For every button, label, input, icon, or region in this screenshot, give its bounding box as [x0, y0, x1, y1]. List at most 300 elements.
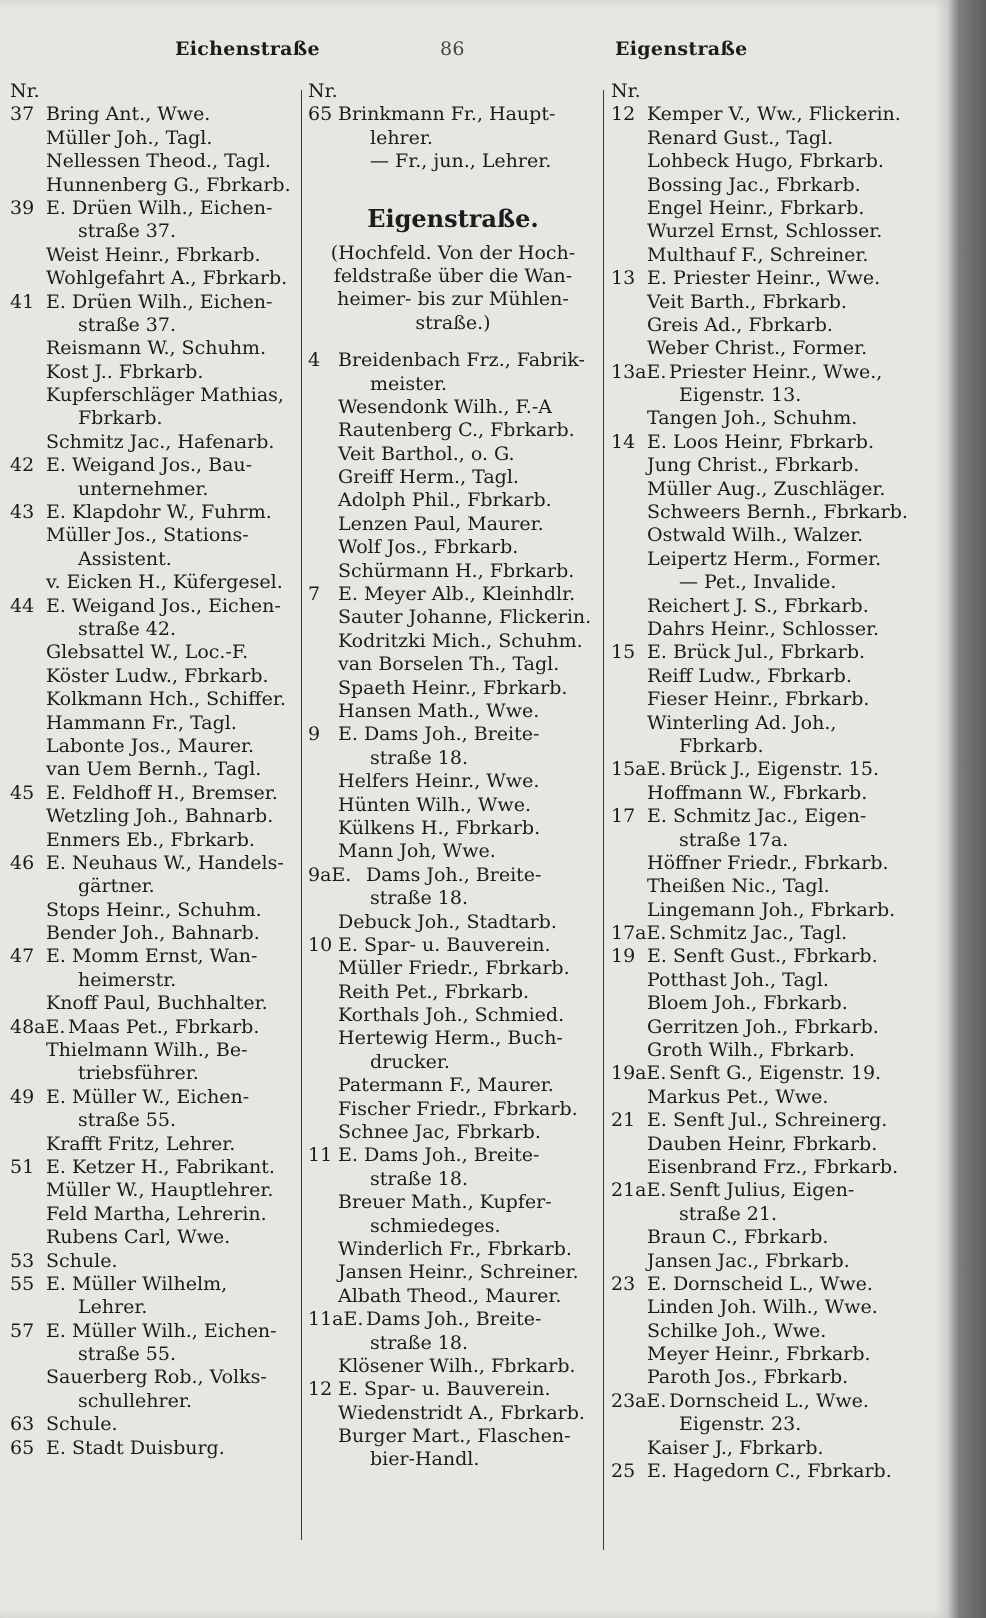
resident-entry: schmiedeges.	[370, 1214, 501, 1237]
house-number: 63	[10, 1413, 35, 1436]
entry-line	[308, 981, 598, 1004]
resident-entry: E. Klapdohr W., Fuhrm.	[46, 501, 272, 524]
entry-line	[308, 1378, 598, 1401]
entry-line	[611, 1156, 941, 1179]
entry-line	[10, 524, 292, 547]
entry-line	[308, 489, 598, 512]
resident-entry: bier-Handl.	[370, 1448, 480, 1471]
column-right	[611, 80, 941, 1483]
entry-line	[611, 174, 941, 197]
resident-entry: E. Weigand Jos., Eichen-	[46, 594, 281, 617]
entry-line	[308, 1332, 598, 1355]
resident-entry: Greiff Herm., Tagl.	[338, 466, 519, 489]
entry-line	[611, 1413, 941, 1436]
entry-line	[10, 314, 292, 337]
resident-entry: Theißen Nic., Tagl.	[647, 875, 830, 898]
house-number: 37	[10, 103, 35, 126]
resident-entry: Multhauf F., Schreiner.	[647, 243, 869, 266]
page-edge	[948, 0, 986, 1618]
resident-entry: E. Senft Gust., Fbrkarb.	[647, 945, 878, 968]
resident-entry: E. Dams Joh., Breite-	[338, 723, 540, 746]
street-description-line: (Hochfeld. Von der Hoch-	[330, 241, 576, 264]
resident-entry: Külkens H., Fbrkarb.	[338, 816, 541, 839]
resident-entry: Sauter Johanne, Flickerin.	[338, 606, 592, 629]
resident-entry: Kost J.. Fbrkarb.	[46, 360, 204, 383]
entry-line	[308, 443, 598, 466]
resident-entry: Senft Julius, Eigen-	[669, 1179, 855, 1202]
house-number: 10	[308, 933, 333, 956]
entry-line	[10, 758, 292, 781]
resident-entry: Labonte Jos., Maurer.	[46, 734, 255, 757]
entry-line	[611, 244, 941, 267]
entry-line	[611, 1086, 941, 1109]
entry-line	[308, 864, 598, 887]
resident-entry: Müller Jos., Stations-	[46, 524, 249, 547]
house-number: 11aE.	[308, 1308, 364, 1331]
entry-line	[308, 957, 598, 980]
resident-entry: Korthals Joh., Schmied.	[338, 1004, 565, 1027]
resident-entry: Adolph Phil., Fbrkarb.	[338, 489, 552, 512]
entry-line	[611, 548, 941, 571]
resident-entry: Meyer Heinr., Fbrkarb.	[647, 1343, 871, 1366]
resident-entry: Fbrkarb.	[78, 407, 163, 430]
resident-entry: Enmers Eb., Fbrkarb.	[46, 828, 255, 851]
resident-entry: E. Spar- u. Bauverein.	[338, 1378, 551, 1401]
resident-entry: Schule.	[46, 1249, 118, 1272]
resident-entry: Sauerberg Rob., Volks-	[46, 1366, 267, 1389]
column-middle	[308, 80, 598, 1472]
entry-line	[10, 431, 292, 454]
entry-line	[10, 1039, 292, 1062]
entry-line	[10, 1413, 292, 1436]
entry-line	[10, 571, 292, 594]
entry-line	[308, 103, 598, 126]
entry-line	[611, 1109, 941, 1132]
resident-entry: Burger Mart., Flaschen-	[338, 1425, 571, 1448]
page-number: 86	[440, 38, 465, 60]
entry-line	[611, 945, 941, 968]
entry-line	[611, 1062, 941, 1085]
house-number: 23	[611, 1272, 636, 1295]
resident-entry: Jansen Heinr., Schreiner.	[338, 1261, 579, 1284]
entry-line	[10, 384, 292, 407]
entry-line	[611, 103, 941, 126]
entry-line	[611, 501, 941, 524]
entry-line	[611, 688, 941, 711]
resident-entry: Eigenstr. 23.	[679, 1413, 802, 1436]
house-number: Nr.	[611, 80, 641, 102]
resident-entry: Krafft Fritz, Lehrer.	[46, 1132, 236, 1155]
entry-line	[611, 782, 941, 805]
resident-entry: unternehmer.	[78, 477, 209, 500]
house-number: 13aE.	[611, 360, 667, 383]
resident-entry: Rautenberg C., Fbrkarb.	[338, 419, 575, 442]
entry-line	[308, 1238, 598, 1261]
entry-line	[10, 1437, 292, 1460]
resident-entry: Renard Gust., Tagl.	[647, 126, 834, 149]
resident-entry: Hunnenberg G., Fbrkarb.	[46, 173, 291, 196]
resident-entry: Müller Joh., Tagl.	[46, 126, 213, 149]
resident-entry: Markus Pet., Wwe.	[647, 1085, 829, 1108]
resident-entry: Wohlgefahrt A., Fbrkarb.	[46, 267, 288, 290]
resident-entry: E. Neuhaus W., Handels-	[46, 851, 284, 874]
entry-line	[10, 1109, 292, 1132]
entry-line	[10, 688, 292, 711]
resident-entry: Rubens Carl, Wwe.	[46, 1226, 231, 1249]
resident-entry: Helfers Heinr., Wwe.	[338, 770, 540, 793]
entry-line	[10, 1086, 292, 1109]
entry-line	[308, 840, 598, 863]
resident-entry: Fischer Friedr., Fbrkarb.	[338, 1097, 578, 1120]
entry-line	[611, 267, 941, 290]
resident-entry: Dornscheid L., Wwe.	[669, 1389, 869, 1412]
entry-line	[10, 782, 292, 805]
resident-entry: Reichert J. S., Fbrkarb.	[647, 594, 869, 617]
resident-entry: straße 18.	[370, 1167, 468, 1190]
resident-entry: E. Hagedorn C., Fbrkarb.	[647, 1460, 892, 1483]
entry-line	[10, 922, 292, 945]
resident-entry: Dams Joh., Breite-	[366, 863, 542, 886]
entry-line	[10, 1296, 292, 1319]
resident-entry: Brück J., Eigenstr. 15.	[669, 758, 880, 781]
resident-entry: Wiedenstridt A., Fbrkarb.	[338, 1401, 585, 1424]
resident-entry: Fieser Heinr., Fbrkarb.	[647, 688, 870, 711]
street-description-line: straße.)	[415, 311, 491, 334]
resident-entry: E. Loos Heinr, Fbrkarb.	[647, 430, 874, 453]
house-number: 14	[611, 430, 636, 453]
entry-line	[308, 1051, 598, 1074]
resident-entry: Knoff Paul, Buchhalter.	[46, 992, 268, 1015]
resident-entry: straße 42.	[78, 617, 176, 640]
street-description-line: feldstraße über die Wan-	[333, 264, 573, 287]
resident-entry: Brinkmann Fr., Haupt-	[338, 103, 556, 126]
entry-line	[10, 80, 292, 103]
house-number: 12	[308, 1378, 333, 1401]
resident-entry: Potthast Joh., Tagl.	[647, 968, 829, 991]
entry-line	[611, 1296, 941, 1319]
house-number: 45	[10, 781, 35, 804]
resident-entry: E. Müller W., Eichen-	[46, 1085, 250, 1108]
house-number: Nr.	[308, 80, 338, 102]
entry-line	[611, 1250, 941, 1273]
entry-line	[611, 80, 941, 103]
resident-entry: Mann Joh, Wwe.	[338, 840, 496, 863]
entry-line	[308, 747, 598, 770]
house-number: 44	[10, 594, 35, 617]
entry-line	[308, 1308, 598, 1331]
resident-entry: E. Momm Ernst, Wan-	[46, 945, 258, 968]
column-left	[10, 80, 292, 1460]
entry-line	[611, 384, 941, 407]
resident-entry: Kolkmann Hch., Schiffer.	[46, 688, 286, 711]
resident-entry: lehrer.	[370, 126, 433, 149]
resident-entry: Schule.	[46, 1413, 118, 1436]
running-head-left: Eichenstraße	[175, 38, 320, 60]
entry-line	[10, 127, 292, 150]
entry-line	[611, 220, 941, 243]
resident-entry: van Borselen Th., Tagl.	[338, 653, 560, 676]
house-number: 11	[308, 1144, 333, 1167]
entry-line	[10, 1062, 292, 1085]
house-number: 21	[611, 1109, 636, 1132]
entry-line	[611, 899, 941, 922]
entry-line	[10, 945, 292, 968]
entry-line	[611, 431, 941, 454]
resident-entry: E. Dams Joh., Breite-	[338, 1144, 540, 1167]
column-divider	[301, 90, 302, 1540]
resident-entry: Senft G., Eigenstr. 19.	[669, 1062, 882, 1085]
resident-entry: Hammann Fr., Tagl.	[46, 711, 237, 734]
house-number: 19aE.	[611, 1062, 667, 1085]
entry-line	[308, 653, 598, 676]
resident-entry: Jung Christ., Fbrkarb.	[647, 454, 860, 477]
house-number: 65	[308, 103, 333, 126]
entry-line	[611, 524, 941, 547]
resident-entry: E. Drüen Wilh., Eichen-	[46, 290, 273, 313]
entry-line	[308, 817, 598, 840]
entry-line	[308, 1355, 598, 1378]
entry-line	[10, 1250, 292, 1273]
house-number: 21aE.	[611, 1179, 667, 1202]
resident-entry: Nellessen Theod., Tagl.	[46, 150, 271, 173]
resident-entry: Breuer Math., Kupfer-	[338, 1191, 552, 1214]
entry-line	[308, 1402, 598, 1425]
entry-line	[611, 407, 941, 430]
entry-line	[611, 1390, 941, 1413]
entry-line	[308, 630, 598, 653]
entry-line	[308, 1425, 598, 1448]
running-head-right: Eigenstraße	[615, 38, 748, 60]
entry-line	[611, 361, 941, 384]
resident-entry: straße 17a.	[679, 828, 789, 851]
entry-line	[611, 197, 941, 220]
entry-line	[10, 1320, 292, 1343]
house-number: 4	[308, 349, 321, 372]
resident-entry: Lohbeck Hugo, Fbrkarb.	[647, 150, 884, 173]
house-number: 49	[10, 1085, 35, 1108]
resident-entry: Köster Ludw., Fbrkarb.	[46, 664, 269, 687]
entry-line	[10, 174, 292, 197]
entry-line	[308, 1121, 598, 1144]
house-number: 42	[10, 454, 35, 477]
entry-line	[10, 501, 292, 524]
entry-line	[10, 992, 292, 1015]
entry-line	[611, 829, 941, 852]
entry-line	[611, 1320, 941, 1343]
resident-entry: Wurzel Ernst, Schlosser.	[647, 220, 883, 243]
resident-entry: Kodritzki Mich., Schuhm.	[338, 629, 583, 652]
entry-line	[308, 1074, 598, 1097]
resident-entry: Schmitz Jac., Hafenarb.	[46, 430, 275, 453]
entry-line	[10, 805, 292, 828]
entry-line	[308, 419, 598, 442]
resident-entry: Tangen Joh., Schuhm.	[647, 407, 858, 430]
entry-line	[611, 1133, 941, 1156]
entry-line	[611, 1460, 941, 1483]
resident-entry: E. Meyer Alb., Kleinhdlr.	[338, 583, 576, 606]
house-number: 9aE.	[308, 863, 352, 886]
resident-entry: Paroth Jos., Fbrkarb.	[647, 1366, 849, 1389]
entry-line	[308, 1168, 598, 1191]
resident-entry: Bring Ant., Wwe.	[46, 103, 211, 126]
resident-entry: Lenzen Paul, Maurer.	[338, 512, 544, 535]
house-number: 9	[308, 723, 321, 746]
resident-entry: Müller W., Hauptlehrer.	[46, 1179, 274, 1202]
entry-line	[10, 197, 292, 220]
entry-line	[10, 244, 292, 267]
entry-line	[308, 1098, 598, 1121]
entry-line	[308, 373, 598, 396]
entry-line	[611, 852, 941, 875]
resident-entry: Weist Heinr., Fbrkarb.	[46, 243, 261, 266]
resident-entry: van Uem Bernh., Tagl.	[46, 758, 262, 781]
resident-entry: heimerstr.	[78, 968, 177, 991]
entry-line	[611, 922, 941, 945]
house-number: 55	[10, 1272, 35, 1295]
entry-line	[611, 1366, 941, 1389]
entry-line	[611, 337, 941, 360]
entry-line	[611, 1039, 941, 1062]
resident-entry: meister.	[370, 372, 448, 395]
entry-line	[611, 758, 941, 781]
resident-entry: Schmitz Jac., Tagl.	[669, 922, 848, 945]
resident-entry: Fbrkarb.	[679, 734, 764, 757]
entry-line	[10, 361, 292, 384]
entry-line	[308, 606, 598, 629]
resident-entry: gärtner.	[78, 875, 155, 898]
resident-entry: E. Senft Jul., Schreinerg.	[647, 1109, 888, 1132]
entry-line	[611, 1343, 941, 1366]
resident-entry: Winterling Ad. Joh.,	[647, 711, 837, 734]
entry-line	[308, 127, 598, 150]
resident-entry: Schnee Jac, Fbrkarb.	[338, 1121, 541, 1144]
entry-line	[308, 1285, 598, 1308]
resident-entry: v. Eicken H., Küfergesel.	[46, 571, 283, 594]
entry-line	[10, 852, 292, 875]
entry-line	[10, 712, 292, 735]
entry-line	[611, 127, 941, 150]
entry-line	[10, 454, 292, 477]
entry-line	[10, 1226, 292, 1249]
entry-line	[611, 641, 941, 664]
entry-line	[308, 1261, 598, 1284]
resident-entry: Bossing Jac., Fbrkarb.	[647, 173, 861, 196]
entry-line	[611, 805, 941, 828]
resident-entry: straße 18.	[370, 887, 468, 910]
entry-line	[611, 478, 941, 501]
house-number: 13	[611, 267, 636, 290]
entry-line	[308, 150, 598, 173]
entry-line	[10, 1203, 292, 1226]
resident-entry: Debuck Joh., Stadtarb.	[338, 910, 557, 933]
entry-line	[10, 407, 292, 430]
entry-line	[10, 1133, 292, 1156]
entry-line	[308, 770, 598, 793]
resident-entry: Veit Barthol., o. G.	[338, 442, 515, 465]
entry-line	[10, 665, 292, 688]
entry-line	[611, 1203, 941, 1226]
entry-line	[308, 794, 598, 817]
resident-entry: Reiff Ludw., Fbrkarb.	[647, 664, 852, 687]
resident-entry: E. Brück Jul., Fbrkarb.	[647, 641, 866, 664]
entry-line	[611, 969, 941, 992]
entry-line	[611, 1179, 941, 1202]
street-heading: Eigenstraße.	[367, 203, 539, 233]
resident-entry: E. Müller Wilh., Eichen-	[46, 1319, 277, 1342]
entry-line	[611, 665, 941, 688]
resident-entry: Lehrer.	[78, 1296, 148, 1319]
resident-entry: Engel Heinr., Fbrkarb.	[647, 196, 865, 219]
resident-entry: Kupferschläger Mathias,	[46, 384, 284, 407]
resident-entry: Gerritzen Joh., Fbrkarb.	[647, 1015, 879, 1038]
entry-line	[10, 267, 292, 290]
resident-entry: Albath Theod., Maurer.	[338, 1284, 562, 1307]
house-number: 48aE.	[10, 1015, 66, 1038]
entry-line	[611, 1016, 941, 1039]
resident-entry: Hünten Wilh., Wwe.	[338, 793, 531, 816]
resident-entry: Greis Ad., Fbrkarb.	[647, 313, 833, 336]
entry-line	[10, 735, 292, 758]
entry-line	[308, 583, 598, 606]
entry-line	[611, 875, 941, 898]
house-number: 47	[10, 945, 35, 968]
entry-line	[10, 337, 292, 360]
resident-entry: Linden Joh. Wilh., Wwe.	[647, 1296, 878, 1319]
resident-entry: Dams Joh., Breite-	[366, 1308, 542, 1331]
entry-line	[10, 641, 292, 664]
resident-entry: Thielmann Wilh., Be-	[46, 1039, 248, 1062]
column-divider	[603, 90, 604, 1550]
resident-entry: Lingemann Joh., Fbrkarb.	[647, 898, 896, 921]
resident-entry: E. Priester Heinr., Wwe.	[647, 267, 881, 290]
house-number: 46	[10, 851, 35, 874]
resident-entry: straße 55.	[78, 1343, 176, 1366]
resident-entry: Spaeth Heinr., Fbrkarb.	[338, 676, 568, 699]
resident-entry: Hansen Math., Wwe.	[338, 699, 540, 722]
resident-entry: straße 37.	[78, 220, 176, 243]
resident-entry: E. Spar- u. Bauverein.	[338, 933, 551, 956]
entry-line	[10, 220, 292, 243]
resident-entry: E. Schmitz Jac., Eigen-	[647, 805, 867, 828]
resident-entry: Assistent.	[78, 547, 172, 570]
street-description	[308, 242, 598, 336]
entry-line	[308, 1004, 598, 1027]
resident-entry: Glebsattel W., Loc.-F.	[46, 641, 249, 664]
entry-line	[10, 1343, 292, 1366]
entry-line	[10, 1016, 292, 1039]
house-number: 51	[10, 1155, 35, 1178]
house-number: 17aE.	[611, 922, 667, 945]
entry-line	[10, 618, 292, 641]
entry-line	[10, 1273, 292, 1296]
resident-entry: Leipertz Herm., Former.	[647, 547, 882, 570]
resident-entry: E. Weigand Jos., Bau-	[46, 454, 253, 477]
resident-entry: Veit Barth., Fbrkarb.	[647, 290, 847, 313]
resident-entry: Breidenbach Frz., Fabrik-	[338, 349, 585, 372]
resident-entry: Jansen Jac., Fbrkarb.	[647, 1249, 850, 1272]
resident-entry: Schweers Bernh., Fbrkarb.	[647, 501, 908, 524]
street-description-line: heimer- bis zur Mühlen-	[337, 288, 569, 311]
resident-entry: Höffner Friedr., Fbrkarb.	[647, 851, 889, 874]
resident-entry: E. Drüen Wilh., Eichen-	[46, 196, 273, 219]
resident-entry: Wolf Jos., Fbrkarb.	[338, 536, 519, 559]
entry-line	[308, 911, 598, 934]
entry-line	[611, 712, 941, 735]
entry-line	[611, 571, 941, 594]
resident-entry: straße 37.	[78, 313, 176, 336]
entry-line	[611, 1437, 941, 1460]
entry-line	[10, 548, 292, 571]
